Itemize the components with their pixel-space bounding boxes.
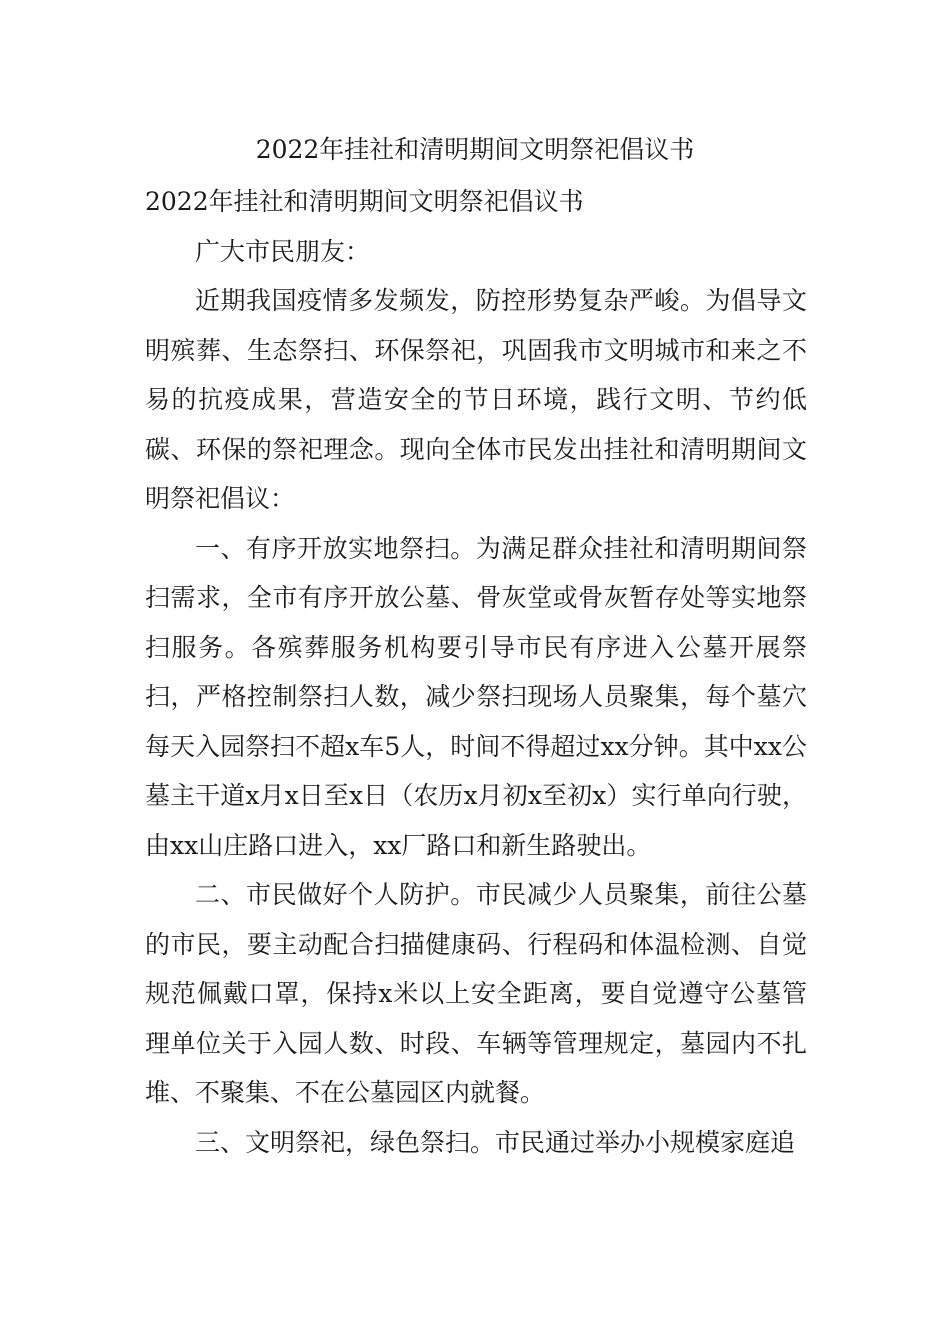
document-body [145, 177, 807, 1167]
paragraph-item-2: 二、市民做好个人防护。市民减少人员聚集，前往公墓的市民，要主动配合扫描健康码、行程码和体温检测、自觉规范佩戴口罩，保持x米以上安全距离，要自觉遵守公墓管理单位关于入园人数、时段、车辆等管理规定，墓园内不扎堆、不聚集、不在公墓园区内就餐。 [145, 880, 807, 1107]
paragraph-intro: 近期我国疫情多发频发，防控形势复杂严峻。为倡导文明殡葬、生态祭扫、环保祭祀，巩固我市文明城市和来之不易的抗疫成果，营造安全的节日环境，践行文明、节约低碳、环保的祭祀理念。现向全体市民发出挂社和清明期间文明祭祀倡议： [145, 286, 807, 513]
salutation: 广大市民朋友： [195, 236, 371, 266]
paragraph-item-3: 三、文明祭祀，绿色祭扫。市民通过举办小规模家庭追 [195, 1127, 796, 1157]
document-title: 2022年挂社和清明期间文明祭祀倡议书 [255, 135, 695, 164]
document-subtitle: 2022年挂社和清明期间文明祭祀倡议书 [145, 187, 584, 216]
paragraph-item-1: 一、有序开放实地祭扫。为满足群众挂社和清明期间祭扫需求，全市有序开放公墓、骨灰堂或骨灰暂存处等实地祭扫服务。各殡葬服务机构要引导市民有序进入公墓开展祭扫，严格控制祭扫人数，减少祭扫现场人员聚集，每个墓穴每天入园祭扫不超x车5人，时间不得超过xx分钟。其中xx公墓主干道x月x日至x日（农历x月初x至初x）实行单向行驶，由xx山庄路口进入，xx厂路口和新生路驶出。 [145, 533, 807, 860]
